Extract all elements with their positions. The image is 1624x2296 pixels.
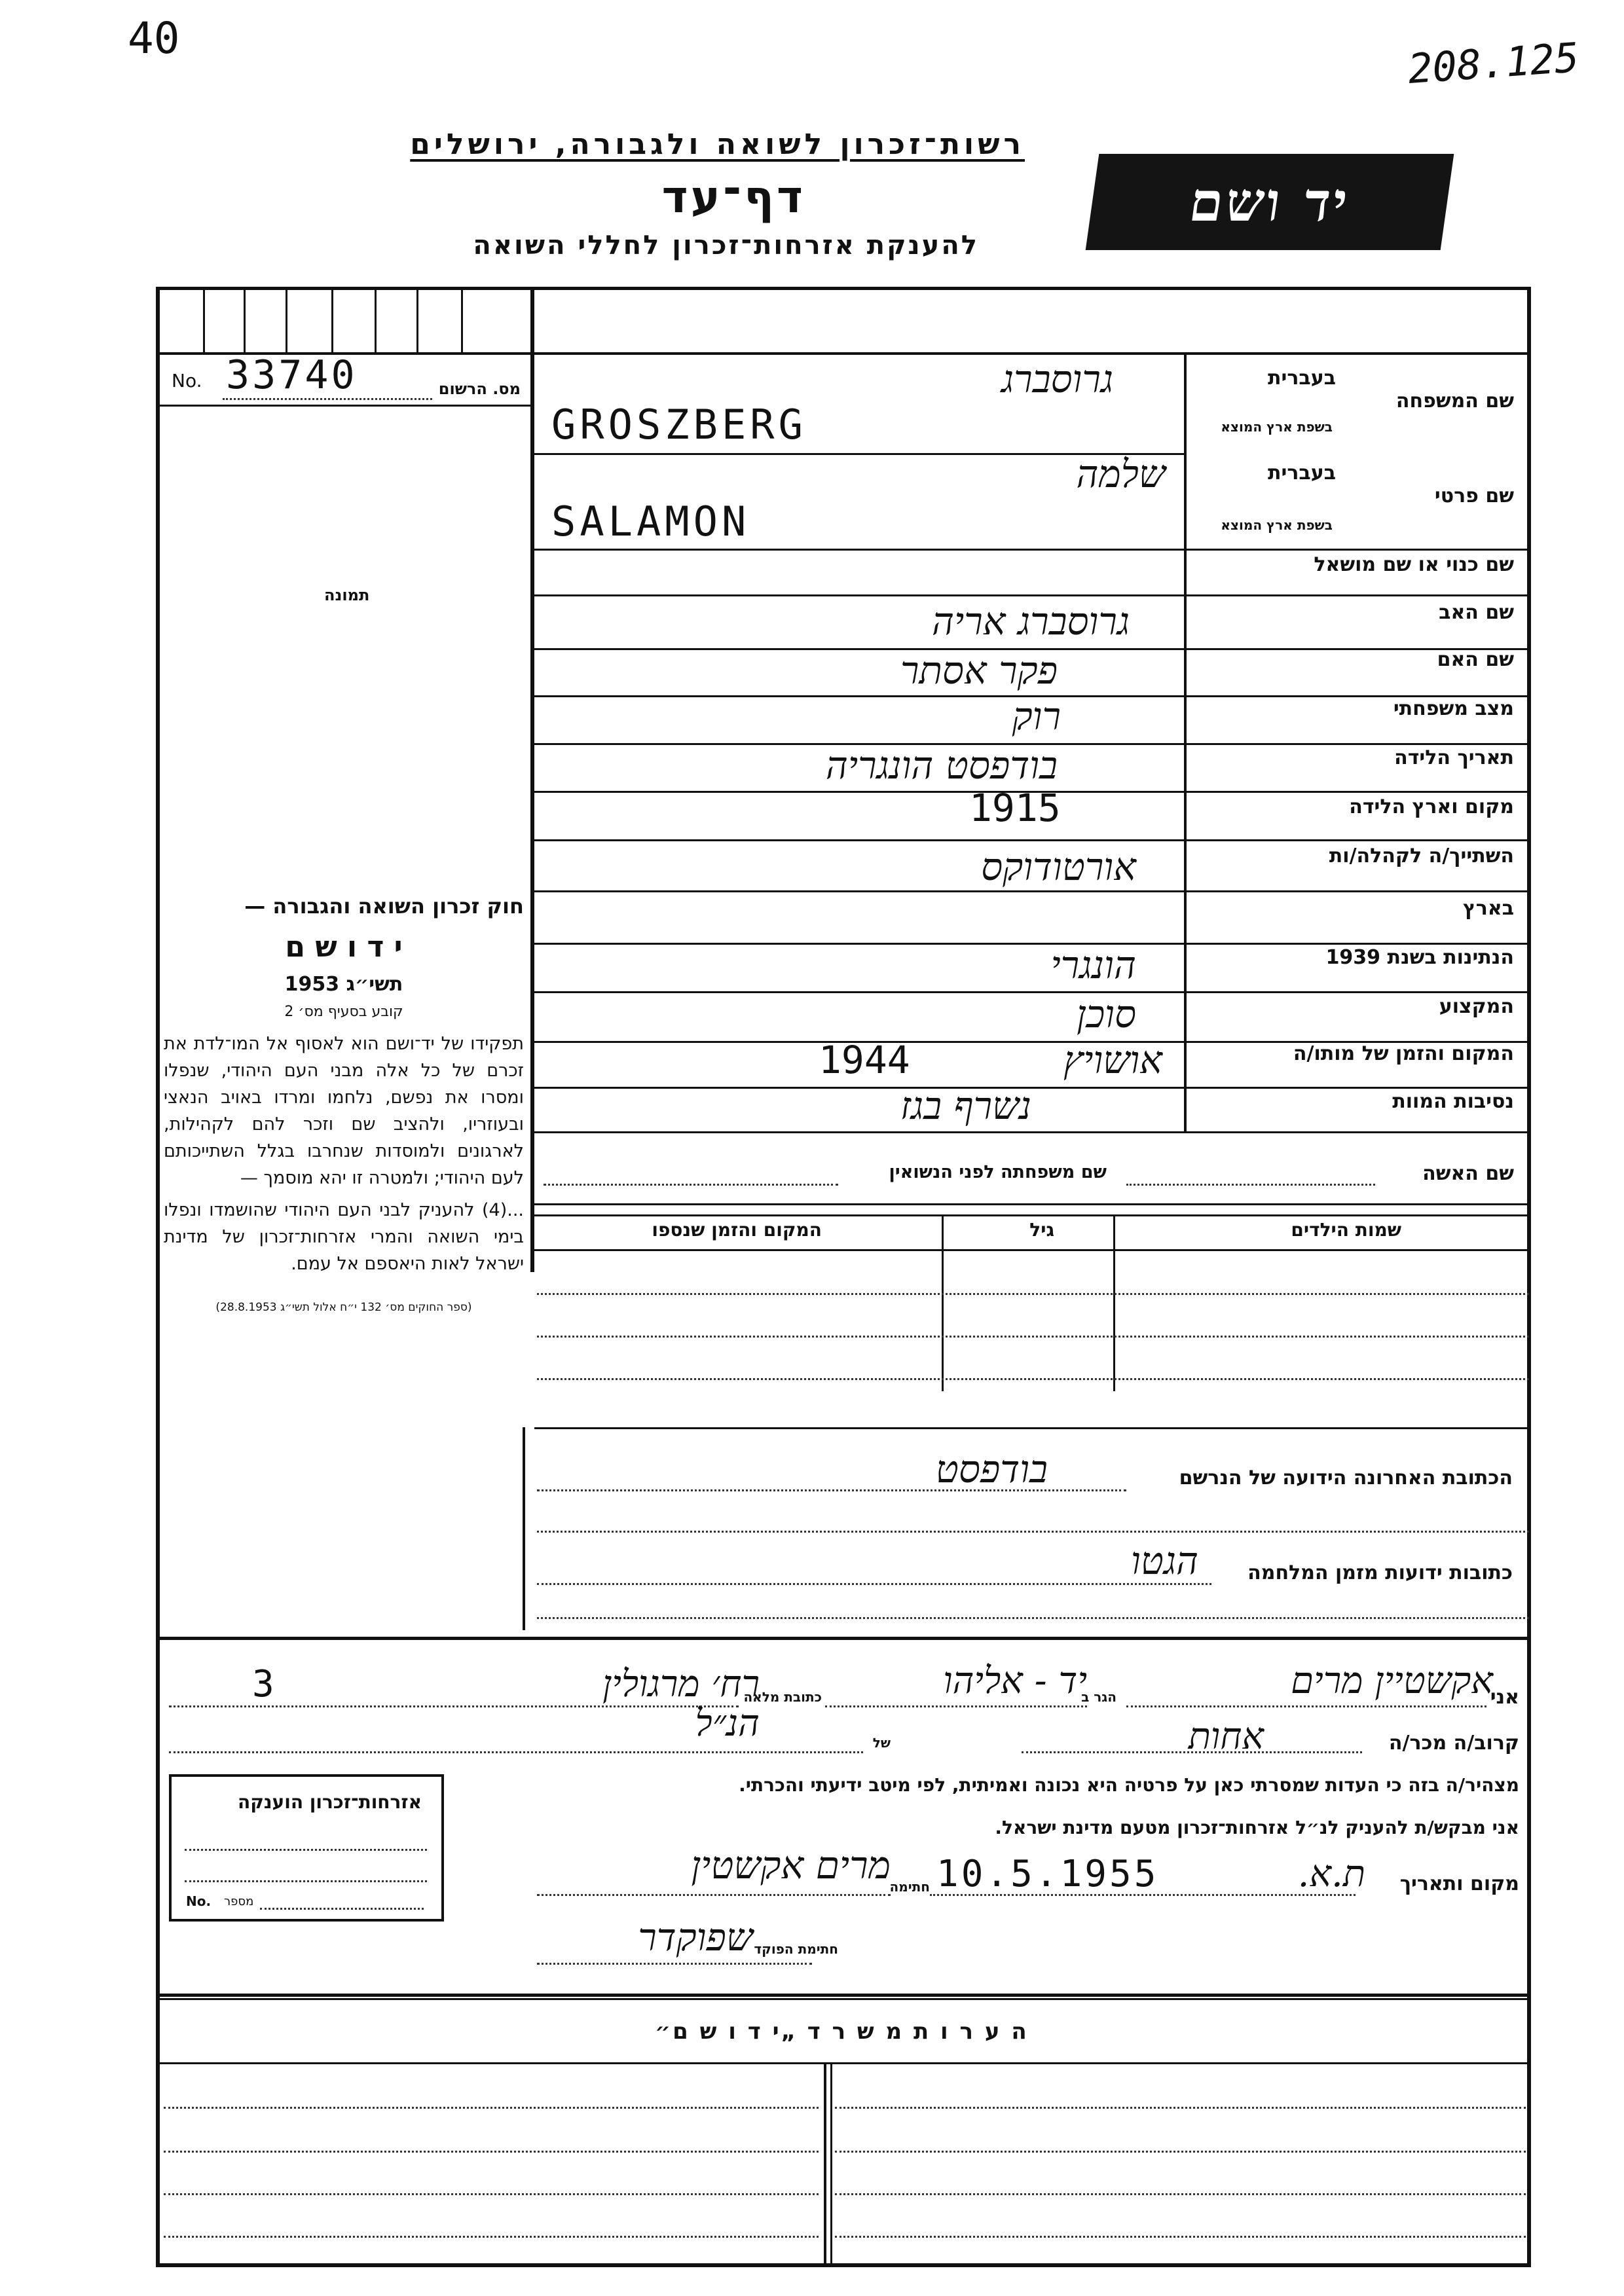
death-place-value: אושויץ (1063, 1038, 1162, 1082)
father-value: גרוסברג אריה (932, 599, 1130, 644)
law-name: י ד ו ש ם (285, 930, 403, 964)
birth-place-value: 1915 (969, 786, 1061, 830)
law-text-continued: ...(4) להעניק לבני העם היהודי שהושמדו ונפלו בימי השואה והמרי אזרחות־זכרון של מדינת ישראל לאות היאספם אל עמם. (164, 1200, 524, 1274)
birth-date-value: בודפסט הונגריה (825, 743, 1058, 788)
community-value: אורטודוקס (981, 845, 1136, 889)
certificate-no-prefix: No. (186, 1893, 212, 1909)
yad-vashem-logo (1086, 154, 1454, 250)
signature-label: חתימה (889, 1879, 930, 1895)
request-text: אני מבקש/ת להעניק לנ״ל אזרחות־זכרון מטעם מדינת ישראל. (995, 1817, 1519, 1838)
marital-status-value: רוק (1012, 694, 1061, 738)
war-address-label: כתובות ידועות מזמן המלחמה (1247, 1561, 1513, 1584)
first-name-origin-value: SALAMON (551, 498, 750, 545)
certificate-title: אזרחות־זכרון הוענקה (238, 1791, 422, 1813)
wife-name-label: שם האשה (1422, 1162, 1514, 1185)
official-signature-label: חתימת הפוקד (754, 1941, 838, 1957)
office-notes-title: ה ע ר ו ת מ ש ר ד „י ד ו ש ם״ (655, 2018, 1029, 2045)
family-name-origin-value: GROSZBERG (551, 401, 807, 448)
place-date-label: מקום ותאריך (1399, 1872, 1519, 1895)
law-title: חוק זכרון השואה והגבורה — (244, 894, 524, 919)
community-label: השתייך/ה לקהלה/ות (1329, 845, 1514, 867)
declarant-i-label: אני (1490, 1686, 1519, 1709)
office-code-boxes (160, 290, 530, 352)
citizenship-label: הנתינות בשנת 1939 (1325, 946, 1514, 969)
declarant-name: אקשטיין מרים (1291, 1660, 1493, 1702)
law-text: תפקידו של יד־ושם הוא לאסוף אל המו־לדת את זכרם של כל אלה מבני העם היהודי, שנפלו ומסרו את נפשם, נלחמו ומרדו באויב הנאצי ובעוזריו, ולהציב שם וזכר להם לקהילות, לארגונים ולמוסדות שנחרבו בגלל השתייכותם לעם היהודי; ולמטרה זו יהא מוסמך — (164, 1034, 524, 1188)
date-value: 10.5.1955 (936, 1853, 1159, 1895)
page-title: דף־עד (661, 172, 805, 223)
law-year: תשי״ג 1953 (284, 973, 403, 996)
first-name-origin-label: בשפת ארץ המוצא (1221, 517, 1333, 533)
birth-place-label: מקום וארץ הלידה (1349, 795, 1514, 818)
of-label: של (872, 1735, 891, 1751)
lives-in-label: הגר ב (1081, 1689, 1116, 1705)
place-value: ת.א. (1297, 1853, 1365, 1895)
children-names-header: שמות הילדים (1291, 1219, 1401, 1241)
death-place-label: המקום והזמן של מותו/ה (1293, 1042, 1514, 1065)
of-value: הנ״ל (695, 1702, 760, 1745)
registration-label: מס. הרשום (438, 380, 521, 398)
country-label: בארץ (1462, 897, 1514, 920)
declarant-house-number: 3 (252, 1663, 274, 1705)
mother-value: פקר אסתר (900, 648, 1058, 693)
law-section (164, 894, 524, 1314)
relative-label: קרוב/ה מכר/ה (1388, 1732, 1519, 1755)
children-age-header: גיל (1029, 1219, 1054, 1241)
relation-value: אחות (1188, 1715, 1264, 1758)
last-address-label: הכתובת האחרונה הידועה של הנרשם (1179, 1467, 1513, 1489)
full-address-label: כתובת מלאה (743, 1689, 822, 1705)
family-name-label: שם המשפחה (1395, 390, 1514, 412)
registration-number: 33740 (226, 352, 358, 398)
death-circumstances-value: נשרף בגז (900, 1084, 1031, 1128)
children-place-header: המקום והזמן שנספו (652, 1219, 822, 1241)
declaration-text: מצהיר/ה בזה כי העדות שמסרתי כאן על פרטיה היא נכונה ואמיתית, לפי מיטב ידיעתי והכרתי. (739, 1774, 1519, 1796)
family-name-hebrew-label: בעברית (1268, 367, 1336, 390)
registration-no-prefix: No. (172, 370, 202, 392)
profession-label: המקצוע (1439, 995, 1514, 1018)
declarant-street: רח׳ מרגולין (602, 1663, 760, 1705)
page-subtitle: להענקת אזרחות־זכרון לחללי השואה (473, 230, 979, 261)
birth-date-label: תאריך הלידה (1394, 746, 1514, 769)
death-year-value: 1944 (819, 1038, 910, 1082)
first-name-label: שם פרטי (1434, 484, 1514, 507)
nickname-label: שם כנוי או שם מושאל (1314, 553, 1514, 576)
mother-label: שם האם (1437, 648, 1514, 671)
photo-label: תמונה (324, 586, 370, 604)
archive-number: 208.125 (1406, 33, 1581, 94)
certificate-box (169, 1774, 444, 1922)
declarant-city: יד - אליהו (943, 1660, 1087, 1702)
first-name-hebrew-value: שלמה (1076, 452, 1166, 496)
certificate-number-label: מספר (224, 1895, 254, 1908)
marital-status-label: מצב משפחתי (1393, 697, 1514, 720)
corner-number: 40 (128, 13, 180, 64)
family-name-origin-label: בשפת ארץ המוצא (1221, 419, 1333, 435)
citizenship-value: הונגרי (1050, 943, 1136, 987)
father-label: שם האב (1439, 601, 1514, 624)
family-name-hebrew-value: גרוסברג (1001, 357, 1113, 401)
death-circumstances-label: נסיבות המוות (1392, 1090, 1514, 1113)
official-signature-value: שפוקדר (638, 1915, 753, 1959)
law-citation: (ספר החוקים מס׳ 132 י״ח אלול תשי״ג 28.8.1953) (215, 1301, 472, 1314)
first-name-hebrew-label: בעברית (1268, 462, 1336, 484)
law-clause: קובע בסעיף מס׳ 2 (284, 1004, 403, 1020)
logo-text: יד ושם (1185, 170, 1354, 234)
maiden-name-label: שם משפחתה לפני הנשואין (889, 1162, 1107, 1182)
war-address-value: הגטו (1130, 1539, 1198, 1583)
last-address-value: בודפסט (935, 1447, 1048, 1491)
authority-name: רשות־זכרון לשואה ולגבורה, ירושלים (410, 128, 1025, 161)
signature-value: מרים אקשטין (691, 1843, 891, 1887)
profession-value: סוכן (1077, 992, 1136, 1036)
